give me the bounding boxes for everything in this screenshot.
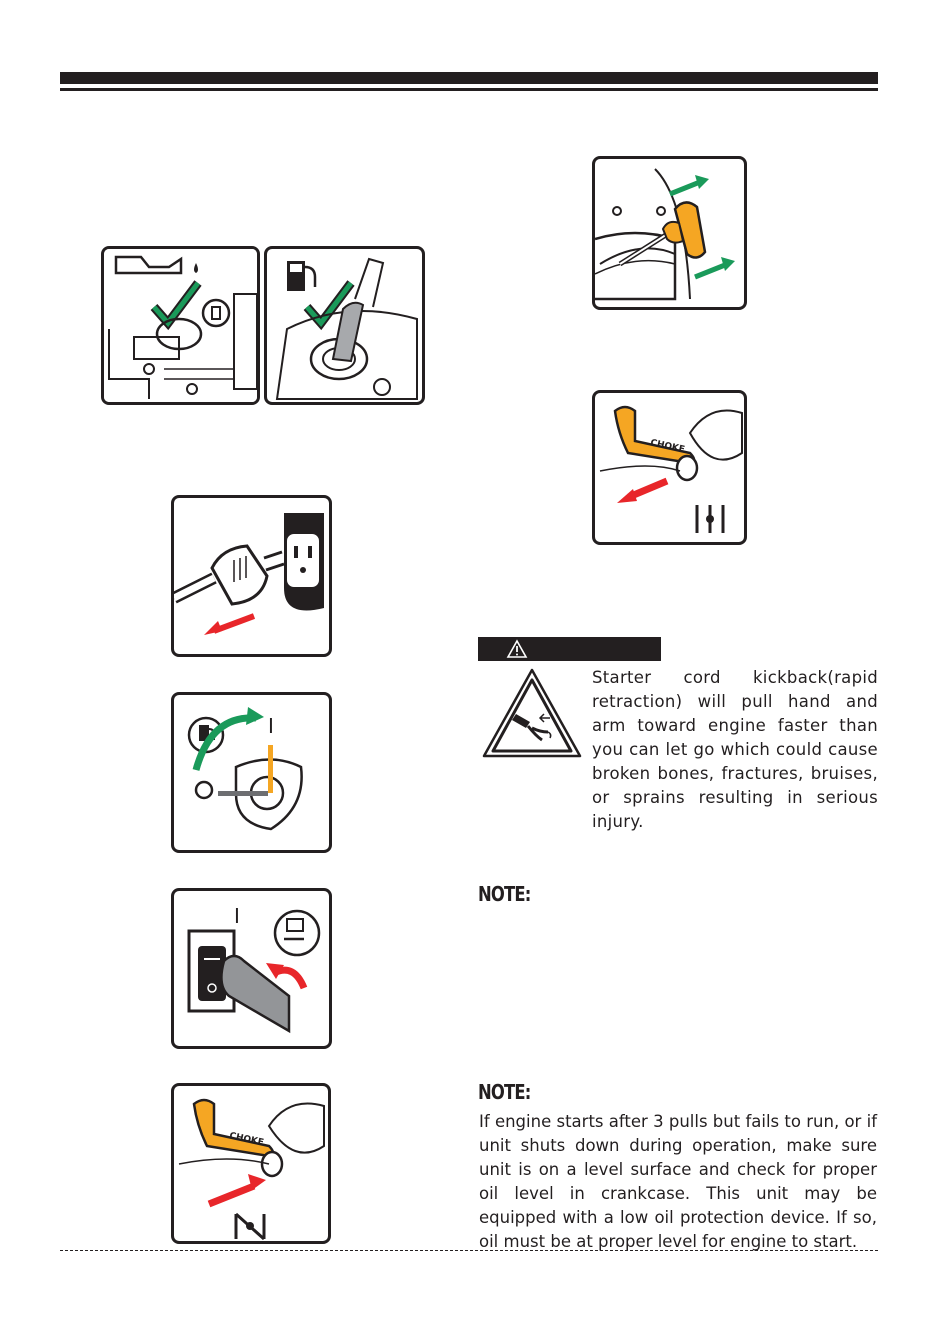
choke-open-figure xyxy=(171,1083,331,1244)
header-rule xyxy=(60,88,878,91)
svg-text:CHOKE: CHOKE xyxy=(649,438,686,456)
fuel-check-figure xyxy=(264,246,425,405)
note-label-1: NOTE: xyxy=(478,882,531,906)
engine-start-icon xyxy=(275,911,319,955)
thumb-icon xyxy=(262,1152,282,1176)
arrow-up-right-icon xyxy=(721,257,735,271)
arrow-left-icon xyxy=(204,621,222,635)
fuel-valve-figure xyxy=(171,692,332,853)
oil-check-figure xyxy=(101,246,260,405)
arrow-curve-icon xyxy=(246,707,264,725)
svg-text:CHOKE: CHOKE xyxy=(228,1131,265,1149)
svg-text:I: I xyxy=(234,904,240,928)
warning-triangle-icon xyxy=(506,639,528,659)
outlet-icon xyxy=(286,533,320,588)
svg-text:I: I xyxy=(268,714,274,738)
unplug-figure xyxy=(171,495,332,657)
kickback-warning-icon xyxy=(482,668,582,764)
note-text: If engine starts after 3 pulls but fails to run, or if unit shuts down during operation, make sure unit is on a level surface and check for proper oil level in crankcase. This unit may be equipped with a low oil protection device. If so, oil must be at proper level for engine to start. xyxy=(479,1112,877,1251)
warning-header-bar xyxy=(478,637,661,661)
starter-pull-figure xyxy=(592,156,747,310)
engine-switch-figure xyxy=(171,888,332,1049)
note-label-2: NOTE: xyxy=(478,1080,531,1104)
footer-dashed-rule xyxy=(60,1250,878,1251)
header-bar xyxy=(60,72,878,84)
arrow-up-right-icon xyxy=(695,175,709,189)
warning-text: Starter cord kickback(rapid retraction) will pull hand and arm toward engine faster than you can let go which could cause broken bones, fractures, bruises, or sprains resulting in serious injury. xyxy=(592,668,878,831)
choke-close-figure xyxy=(592,390,747,545)
thumb-icon xyxy=(677,456,697,480)
